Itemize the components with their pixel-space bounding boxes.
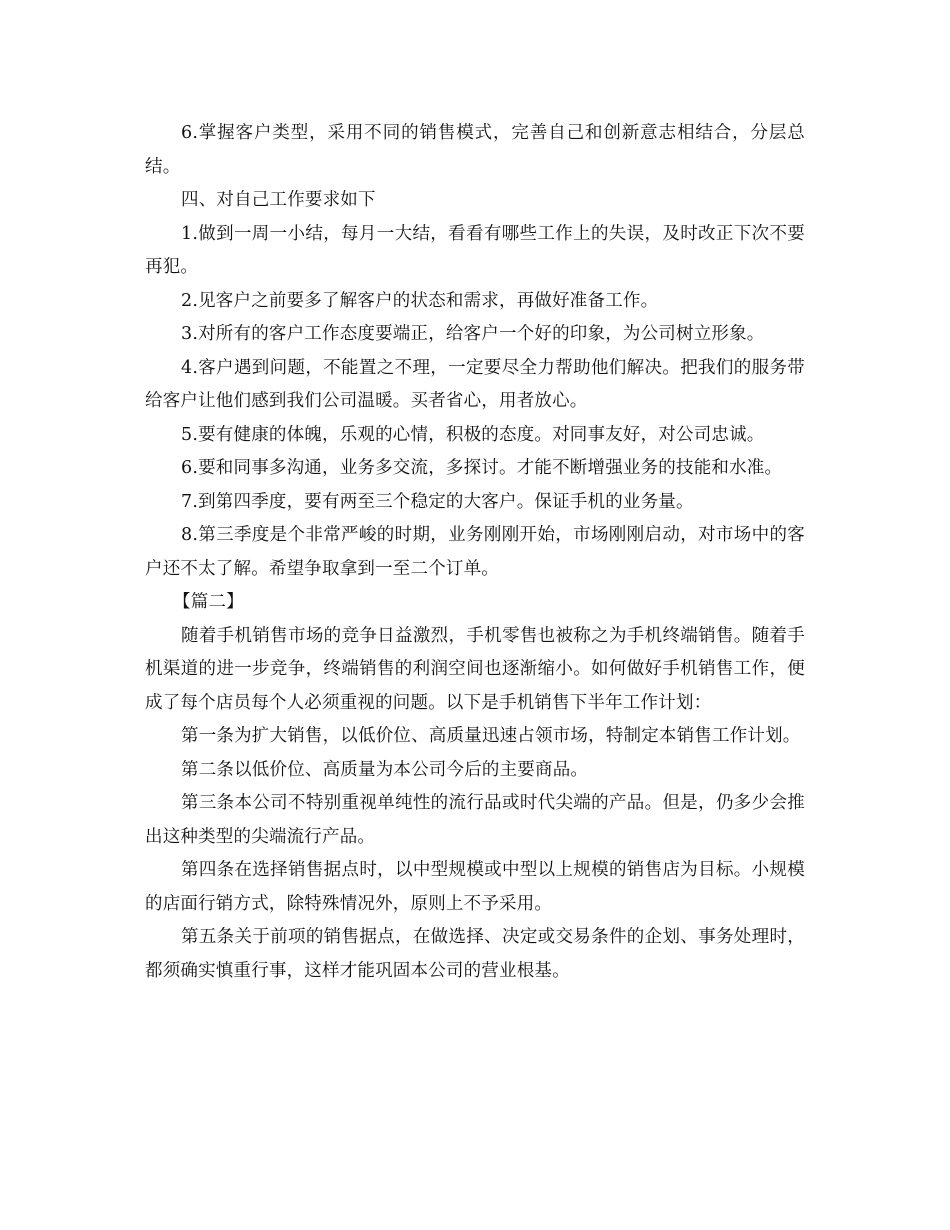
article-3: 第三条本公司不特别重视单纯性的流行品或时代尖端的产品。但是，仍多少会推出这种类型的尖端流行产品。 [145,793,805,847]
intro-paragraph: 随着手机销售市场的竞争日益激烈，手机零售也被称之为手机终端销售。随着手机渠道的进一步竞争，终端销售的利润空间也逐渐缩小。如何做好手机销售工作，便成了每个店员每个人必须重视的问题。以下是手机销售下半年工作计划： [145,625,805,713]
requirement-7: 7.到第四季度，要有两至三个稳定的大客户。保证手机的业务量。 [181,491,694,512]
article-1: 第一条为扩大销售，以低价位、高质量迅速占领市场，特制定本销售工作计划。 [181,726,801,746]
requirement-3: 3.对所有的客户工作态度要端正，给客户一个好的印象，为公司树立形象。 [181,324,765,344]
requirement-2: 2.见客户之前要多了解客户的状态和需求，再做好准备工作。 [181,290,659,311]
document-body [145,117,805,988]
requirement-8: 8.第三季度是个非常严峻的时期，业务刚刚开始，市场刚刚启动，对市场中的客户还不太了解。希望争取拿到一至二个订单。 [145,525,805,579]
requirement-4: 4.客户遇到问题，不能置之不理，一定要尽全力帮助他们解决。把我们的服务带给客户让他们感到我们公司温暖。买者省心，用者放心。 [145,357,805,411]
requirement-5: 5.要有健康的体魄，乐观的心情，积极的态度。对同事友好，对公司忠诚。 [181,424,765,445]
section-heading-part-two: 【篇二】 [173,592,244,612]
paragraph-item-6-summary: 6.掌握客户类型，采用不同的销售模式，完善自己和创新意志相结合，分层总结。 [145,123,805,177]
article-5: 第五条关于前项的销售据点，在做选择、决定或交易条件的企划、事务处理时，都须确实慎重行事，这样才能巩固本公司的营业根基。 [145,927,805,981]
article-2: 第二条以低价位、高质量为本公司今后的主要商品。 [181,759,589,780]
requirement-1: 1.做到一周一小结，每月一大结，看看有哪些工作上的失误，及时改正下次不要再犯。 [145,223,805,277]
requirement-6: 6.要和同事多沟通，业务多交流，多探讨。才能不断增强业务的技能和水准。 [181,458,783,478]
article-4: 第四条在选择销售据点时，以中型规模或中型以上规模的销售店为目标。小规模的店面行销方式，除特殊情况外，原则上不予采用。 [145,860,805,914]
section-heading-self-requirements: 四、对自己工作要求如下 [181,190,376,210]
